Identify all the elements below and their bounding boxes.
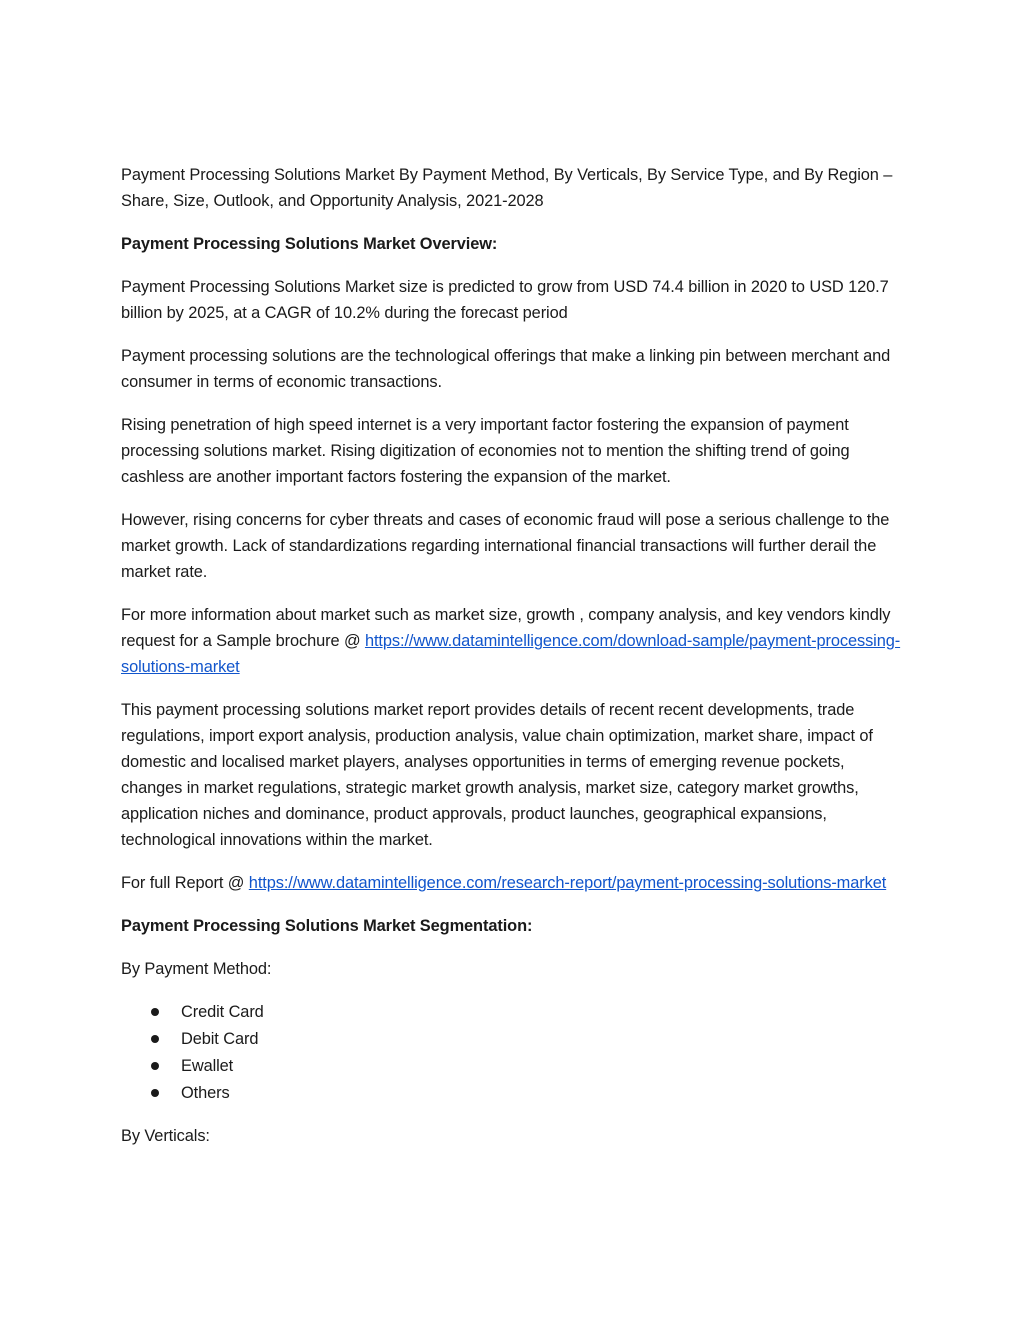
list-item-label: Ewallet [181, 1057, 234, 1075]
by-payment-method-label: By Payment Method: [121, 960, 272, 978]
full-report-text: For full Report @ [121, 874, 249, 892]
full-report-link[interactable]: https://www.datamintelligence.com/research-report/payment-processing-solutions-market [248, 874, 887, 892]
sample-request-paragraph [121, 602, 905, 680]
list-item [121, 1026, 905, 1053]
list-item [121, 999, 905, 1026]
document-title: Payment Processing Solutions Market By Payment Method, By Verticals, By Service Type, and By Region – Share, Size, Outlook, and Opportunity Analysis, 2021-2028 [121, 166, 893, 210]
overview-heading: Payment Processing Solutions Market Overview: [121, 235, 498, 253]
market-size-paragraph: Payment Processing Solutions Market size is predicted to grow from USD 74.4 billion in 2020 to USD 120.7 billion by 2025, at a CAGR of 10.2% during the forecast period [121, 278, 889, 322]
definition-paragraph: Payment processing solutions are the technological offerings that make a linking pin between merchant and consumer in terms of economic transactions. [121, 347, 891, 391]
sample-request-text: For more information about market such as market size, growth , company analysis, and key vendors kindly request for a Sample brochure @ [121, 606, 891, 650]
challenges-paragraph: However, rising concerns for cyber threats and cases of economic fraud will pose a serious challenge to the market growth. Lack of standardizations regarding international financial transactions will further derail the market rate. [121, 511, 890, 581]
document-page [121, 162, 905, 1166]
bullet-icon [151, 1089, 159, 1097]
list-item-label: Debit Card [181, 1030, 259, 1048]
sample-brochure-link[interactable]: https://www.datamintelligence.com/download-sample/payment-processing-solutions-market [121, 632, 901, 676]
list-item [121, 1053, 905, 1080]
payment-method-list [121, 999, 905, 1107]
segmentation-heading: Payment Processing Solutions Market Segmentation: [121, 917, 533, 935]
list-item-label: Others [181, 1084, 230, 1102]
bullet-icon [151, 1062, 159, 1070]
report-details-paragraph: This payment processing solutions market report provides details of recent recent developments, trade regulations, import export analysis, production analysis, value chain optimization, market share, impact of domestic and localised market players, analyses opportunities in terms of emerging revenue pockets, changes in market regulations, strategic market growth analysis, market size, category market growths, application niches and dominance, product approvals, product launches, geographical expansions, technological innovations within the market. [121, 701, 873, 849]
drivers-paragraph: Rising penetration of high speed internet is a very important factor fostering the expansion of payment processing solutions market. Rising digitization of economies not to mention the shifting trend of going cashless are another important factors fostering the expansion of the market. [121, 416, 850, 486]
full-report-paragraph [121, 870, 905, 896]
by-verticals-label: By Verticals: [121, 1127, 210, 1145]
bullet-icon [151, 1035, 159, 1043]
list-item [121, 1080, 905, 1107]
bullet-icon [151, 1008, 159, 1016]
list-item-label: Credit Card [181, 1003, 264, 1021]
